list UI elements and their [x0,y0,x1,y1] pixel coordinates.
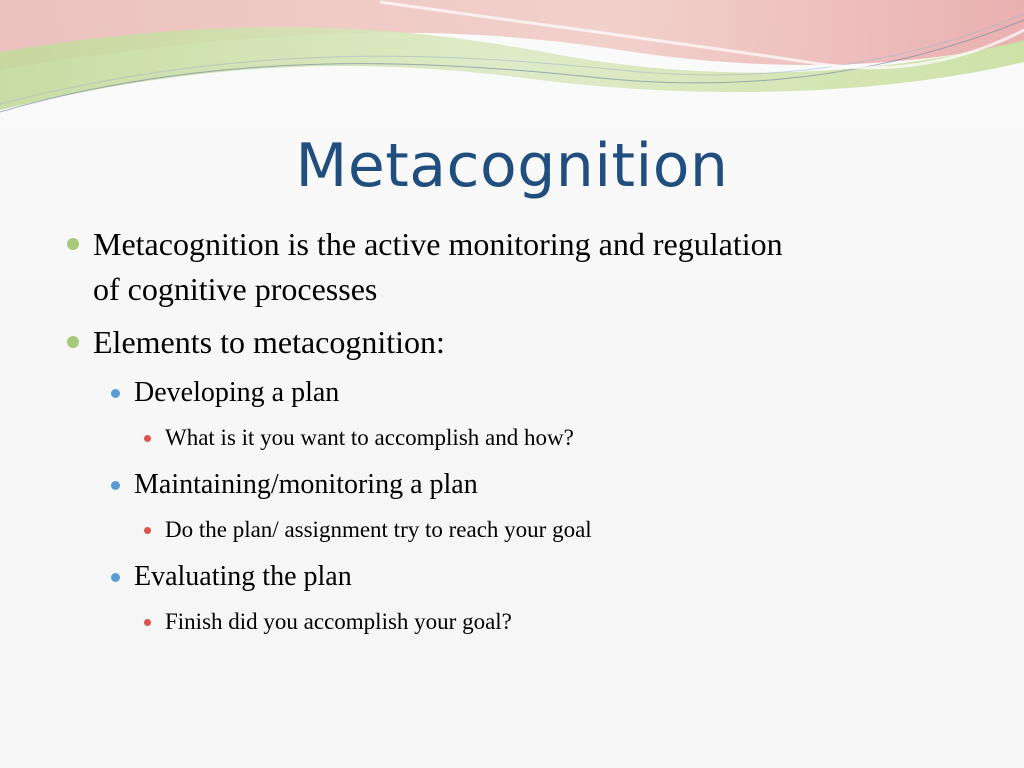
decorative-top-wave [0,0,1024,130]
list-item [134,559,352,595]
bullet-dot [67,336,79,348]
list-item [134,375,339,411]
bullet-text: Developing a plan [134,377,340,408]
bullet-dot [144,435,151,442]
bullet-dot [144,619,151,626]
bullet-text: Maintaining/monitoring a plan [134,469,478,500]
bullet-dot [111,389,120,398]
list-item [134,467,478,503]
bullet-dot [111,481,120,490]
bullet-text: Do the plan/ assignment try to reach your goal [165,517,592,542]
list-item [93,320,445,365]
bullet-text: What is it you want to accomplish and how? [165,425,574,450]
bullet-text: Elements to metacognition: [93,324,445,360]
bullet-text: Evaluating the plan [134,561,352,592]
bullet-dot [67,238,79,250]
list-item [165,422,574,454]
list-item [165,606,512,638]
list-item [165,514,592,546]
bullet-dot [144,527,151,534]
bullet-text: Finish did you accomplish your goal? [165,609,512,634]
list-item [93,222,783,312]
bullet-text-line: Metacognition is the active monitoring and regulation [93,226,783,262]
bullet-text-line: of cognitive processes [93,271,378,307]
slide-title: Metacognition [295,131,729,201]
bullet-dot [111,573,120,582]
